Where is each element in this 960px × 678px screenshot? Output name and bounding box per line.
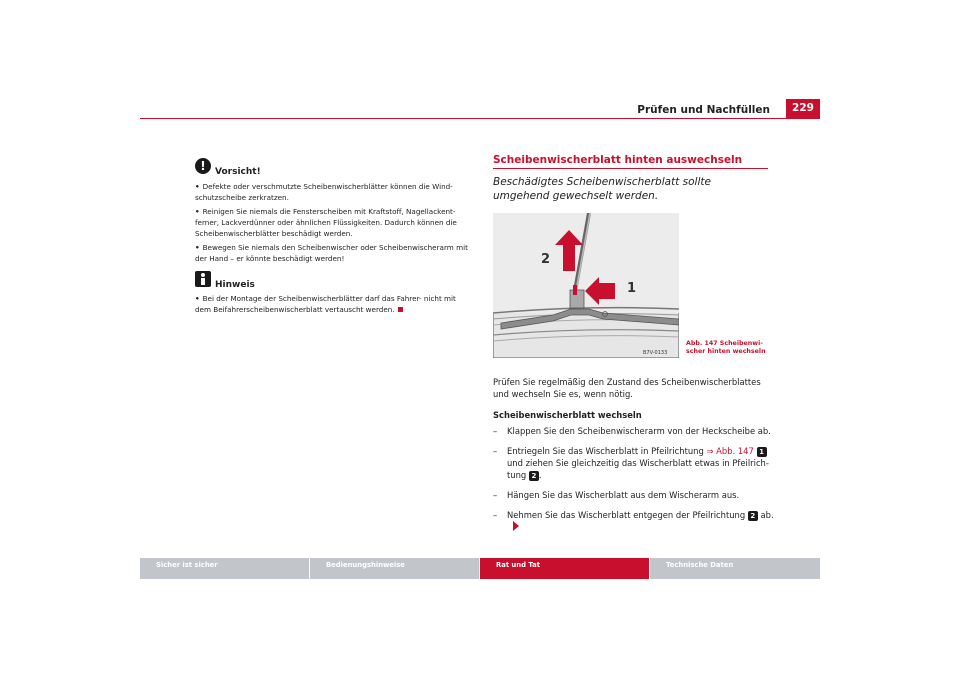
step-item: – Hängen Sie das Wischerblatt aus dem Wischerarm aus. [493,490,740,500]
note-heading [195,271,470,290]
continue-arrow-icon [513,521,519,531]
caution-title: Vorsicht! [215,167,261,177]
intro-paragraph: Prüfen Sie regelmäßig den Zustand des Scheibenwischerblattes und wechseln Sie es, wenn nötig. [493,377,761,399]
caution-item: • Reinigen Sie niemals die Fensterscheiben mit Kraftstoff, Nagellackent-ferner, Lackverdünner oder ähnlichen Flüssigkeiten. Dadurch können die Scheibenwischerblätter beschädigt werden. [195,207,457,238]
steps-heading: Scheibenwischerblatt wechseln [493,410,642,420]
caution-item: • Bewegen Sie niemals den Scheibenwischer oder Scheibenwischerarm mit der Hand – er könnte beschädigt werden! [195,243,468,263]
header-title: Prüfen und Nachfüllen [637,104,770,116]
step-item: – Entriegeln Sie das Wischerblatt in Pfeilrichtung ⇒ Abb. 147 1 und ziehen Sie gleichzeitig das Wischerblatt etwas in Pfeilrich-tung 2 . [493,446,769,480]
rear-wiper-illustration [493,213,679,358]
exclamation-icon: ! [195,158,211,174]
tab-bedienungshinweise[interactable]: Bedienungshinweise [310,558,479,579]
figure-code: B7V-0133 [643,350,668,356]
note-item: • Bei der Montage der Scheibenwischerblätter darf das Fahrer- nicht mit dem Beifahrerscheibenwischerblatt vertauscht werden. [195,294,456,314]
figure-label-2: 2 [541,252,551,267]
caution-heading [195,158,470,177]
caution-box [195,158,470,264]
callout-1: 1 [757,447,767,457]
steps-list [493,425,778,533]
page-number: 229 [786,99,820,118]
callout-2: 2 [529,471,539,481]
step-item: – Nehmen Sie das Wischerblatt entgegen der Pfeilrichtung 2 ab. [493,509,778,533]
figure-caption: Abb. 147 Scheibenwi-scher hinten wechseln [686,340,766,355]
tab-technische-daten[interactable]: Technische Daten [650,558,820,579]
info-icon [195,271,211,287]
note-box [195,271,470,315]
header-divider [140,118,820,119]
section-divider [493,168,768,169]
figure-label-1: 1 [627,281,637,296]
note-title: Hinweis [215,280,255,290]
rear-wiper-figure [493,213,679,358]
step-item: – Klappen Sie den Scheibenwischerarm von der Heckscheibe ab. [493,426,771,436]
caution-item: • Defekte oder verschmutzte Scheibenwischerblätter können die Wind-schutzscheibe zerkratzen. [195,182,453,202]
figure-reference-link[interactable]: ⇒ Abb. 147 [706,446,754,456]
callout-2: 2 [748,511,758,521]
tab-sicher-ist-sicher[interactable]: Sicher ist sicher [140,558,309,579]
section-title: Scheibenwischerblatt hinten auswechseln [493,154,743,166]
tab-rat-und-tat[interactable]: Rat und Tat [480,558,649,579]
section-end-icon [398,307,403,312]
section-subtitle: Beschädigtes Scheibenwischerblatt sollte umgehend gewechselt werden. [493,176,711,202]
